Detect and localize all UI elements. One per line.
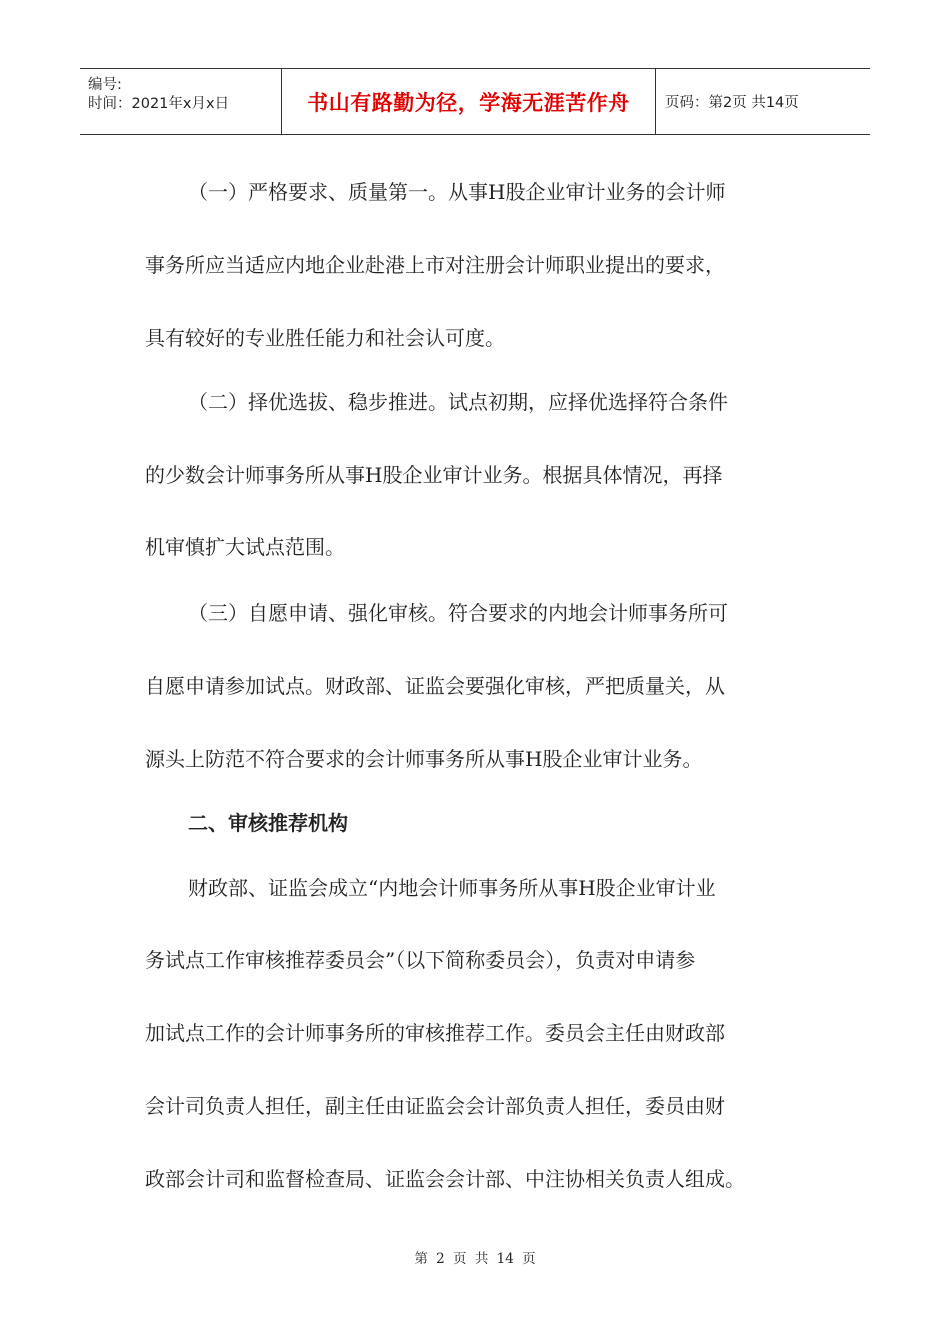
paragraph-line: 的少数会计师事务所从事H股企业审计业务。根据具体情况，再择 xyxy=(145,463,723,487)
header-motto-cell xyxy=(282,69,656,134)
paragraph-line: 源头上防范不符合要求的会计师事务所从事H股企业审计业务。 xyxy=(145,747,703,771)
paragraph-line: （一）严格要求、质量第一。从事H股企业审计业务的会计师 xyxy=(188,180,726,204)
paragraph-line: 会计司负责人担任，副主任由证监会会计部负责人担任，委员由财 xyxy=(145,1094,725,1118)
header-info-cell xyxy=(80,69,282,134)
document-number-label: 编号: xyxy=(88,77,122,93)
paragraph-line: 事务所应当适应内地企业赴港上市对注册会计师职业提出的要求， xyxy=(145,253,725,277)
page-header xyxy=(80,68,870,135)
paragraph-line: 自愿申请参加试点。财政部、证监会要强化审核，严把质量关，从 xyxy=(145,674,725,698)
header-motto: 书山有路勤为径，学海无涯苦作舟 xyxy=(307,90,630,115)
document-time-label: 时间：2021年x月x日 xyxy=(88,96,230,112)
paragraph-line: 务试点工作审核推荐委员会”（以下简称委员会），负责对申请参 xyxy=(145,948,696,972)
section-heading: 二、审核推荐机构 xyxy=(188,811,348,835)
paragraph-line: 政部会计司和监督检查局、证监会会计部、中注协相关负责人组成。 xyxy=(145,1167,745,1191)
header-page-info: 页码：第2页 共14页 xyxy=(665,95,799,111)
header-page-cell xyxy=(656,69,870,134)
paragraph-line: 机审慎扩大试点范围。 xyxy=(145,535,345,559)
paragraph-line: 加试点工作的会计师事务所的审核推荐工作。委员会主任由财政部 xyxy=(145,1021,725,1045)
paragraph-line: （二）择优选拔、稳步推进。试点初期，应择优选择符合条件 xyxy=(188,390,728,414)
paragraph-line: 具有较好的专业胜任能力和社会认可度。 xyxy=(145,326,505,350)
paragraph-line: （三）自愿申请、强化审核。符合要求的内地会计师事务所可 xyxy=(188,601,728,625)
paragraph-line: 财政部、证监会成立“内地会计师事务所从事H股企业审计业 xyxy=(188,876,716,900)
page-footer: 第 2 页 共 14 页 xyxy=(414,1251,536,1267)
